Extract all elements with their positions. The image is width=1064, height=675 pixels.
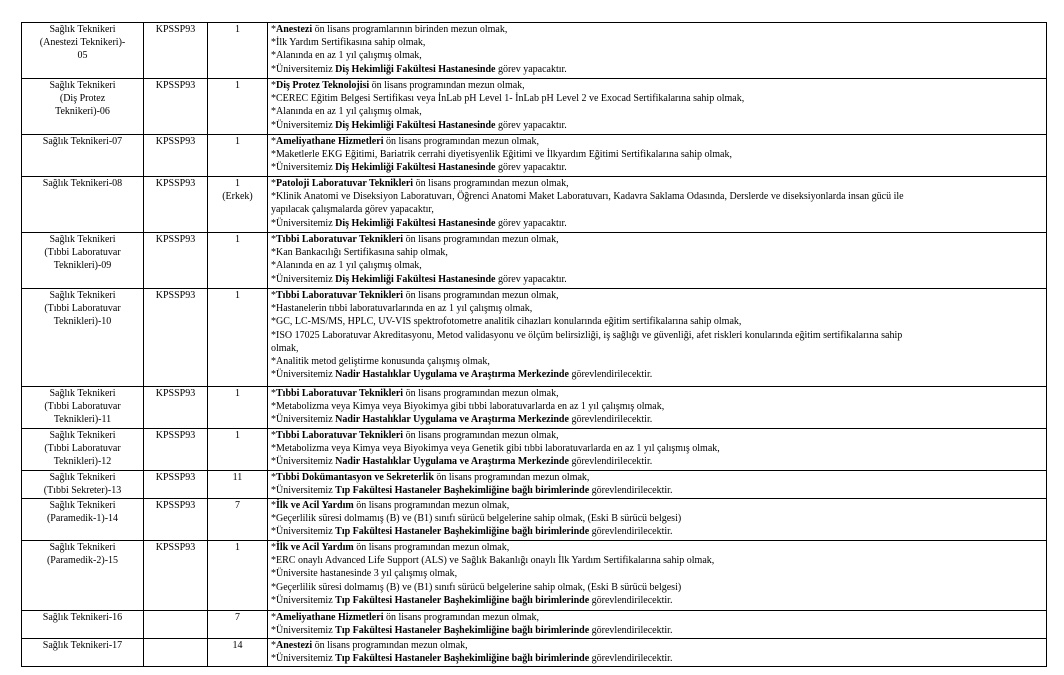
kpss-code-cell: KPSSP93 xyxy=(144,177,208,233)
quota-value: 1 xyxy=(235,290,240,301)
requirement-text: *CEREC Eğitim Belgesi Sertifikası veya İnLab pH Level 1- İnLab pH Level 2 ve Exocad Sertifikalarına sahip olmak, xyxy=(271,93,745,105)
requirement-text: ön lisans programından mezun olmak, xyxy=(403,430,559,441)
requirement-emphasis: Tıbbi Laboratuvar Teknikleri xyxy=(276,234,404,245)
requirement-text: *Üniversitemiz xyxy=(271,594,336,606)
requirement-line xyxy=(271,148,1043,161)
requirement-emphasis: Nadir Hastalıklar Uygulama ve Araştırma Merkezinde xyxy=(335,456,569,468)
requirement-line xyxy=(271,387,1043,400)
requirement-line xyxy=(271,233,1043,246)
quota-cell xyxy=(208,541,268,611)
quota-value: 1 xyxy=(235,388,240,399)
requirement-line xyxy=(271,79,1043,92)
position-title-cell xyxy=(22,177,144,233)
requirement-emphasis: Nadir Hastalıklar Uygulama ve Araştırma Merkezinde xyxy=(335,414,569,426)
requirement-text: * xyxy=(271,290,276,301)
position-title-cell xyxy=(22,429,144,471)
position-title-cell xyxy=(22,79,144,135)
quota-cell xyxy=(208,23,268,79)
position-title-line: Sağlık Teknikeri xyxy=(49,388,116,399)
requirement-line xyxy=(271,413,1043,426)
requirement-text: *Üniversitemiz xyxy=(271,369,336,381)
quota-cell xyxy=(208,499,268,541)
position-title-cell xyxy=(22,135,144,177)
quota-value: 1 xyxy=(235,80,240,91)
requirement-text: ön lisans programından mezun olmak, xyxy=(383,612,539,623)
requirement-emphasis: Anestezi xyxy=(276,24,313,35)
requirement-line xyxy=(271,329,1043,342)
quota-cell xyxy=(208,289,268,387)
requirement-text: * xyxy=(271,178,276,189)
requirement-text: görev yapacaktır. xyxy=(495,162,567,174)
requirement-text: *Kan Bankacılığı Sertifikasına sahip olmak, xyxy=(271,247,448,259)
position-title-line: Teknikleri)-11 xyxy=(53,414,112,426)
quota-cell xyxy=(208,639,268,667)
kpss-code-cell: KPSSP93 xyxy=(144,233,208,289)
requirement-text: *Geçerlilik süresi dolmamış (B) ve (B1) sınıfı sürücü belgelerine sahip olmak, (Eski B sürücü belgesi) xyxy=(271,581,682,593)
position-title-line: Sağlık Teknikeri-08 xyxy=(42,178,123,189)
requirement-line xyxy=(271,581,1043,594)
requirement-emphasis: Tıp Fakültesi Hastaneler Başhekimliğine bağlı birimlerinde xyxy=(335,485,590,497)
table-row xyxy=(22,135,1047,177)
position-title-line: Teknikleri)-09 xyxy=(53,260,112,272)
requirement-emphasis: Diş Protez Teknolojisi xyxy=(276,80,370,91)
position-title-cell xyxy=(22,499,144,541)
table-row xyxy=(22,79,1047,135)
position-title-line: Sağlık Teknikeri xyxy=(49,80,116,91)
requirement-line xyxy=(271,368,1043,381)
requirement-line xyxy=(271,652,1043,665)
requirements-cell xyxy=(268,289,1047,387)
kpss-code-cell: KPSSP93 xyxy=(144,471,208,499)
quota-value: 14 xyxy=(232,640,243,651)
requirement-line xyxy=(271,471,1043,484)
quota-value: 1 xyxy=(235,136,240,147)
quota-value: 1 xyxy=(235,542,240,553)
requirement-text: * xyxy=(271,80,276,91)
requirement-line xyxy=(271,217,1043,230)
position-title-line: Sağlık Teknikeri xyxy=(49,234,116,245)
quota-value: 1 xyxy=(235,430,240,441)
position-title-cell xyxy=(22,611,144,639)
requirement-text: ön lisans programından mezun olmak, xyxy=(413,178,569,189)
requirement-text: *Üniversitemiz xyxy=(271,414,336,426)
requirement-text: *Metabolizma veya Kimya veya Biyokimya gibi tıbbi laboratuvarlarda en az 1 yıl çalışmış olmak, xyxy=(271,401,665,413)
position-title-cell xyxy=(22,23,144,79)
position-title-line: Teknikleri)-12 xyxy=(53,456,112,468)
requirement-text: *ISO 17025 Laboratuvar Akreditasyonu, Metod validasyonu ve ölçüm belirsizliği, iş sağlığı ve güvenliği, afet riskleri konularında eğitim sertifikalarına sahip xyxy=(271,329,903,341)
position-title-cell xyxy=(22,387,144,429)
requirement-text: *Üniversitemiz xyxy=(271,273,336,285)
requirement-text: * xyxy=(271,542,276,553)
requirement-text: ön lisans programından mezun olmak, xyxy=(433,472,590,483)
quota-value: 1 xyxy=(235,178,240,189)
requirements-cell xyxy=(268,611,1047,639)
requirement-text: yapılacak çalışmalarda görev yapacaktır, xyxy=(271,204,434,216)
requirement-line xyxy=(271,135,1043,148)
requirement-emphasis: Tıp Fakültesi Hastaneler Başhekimliğine bağlı birimlerinde xyxy=(335,594,590,606)
position-title-line: Sağlık Teknikeri xyxy=(49,542,116,553)
requirement-line xyxy=(271,455,1043,468)
requirements-cell xyxy=(268,471,1047,499)
quota-cell xyxy=(208,79,268,135)
requirements-cell xyxy=(268,79,1047,135)
requirement-text: *Üniversitemiz xyxy=(271,625,336,637)
requirement-emphasis: Tıbbi Laboratuvar Teknikleri xyxy=(276,290,404,301)
kpss-code-cell: KPSSP93 xyxy=(144,387,208,429)
position-title-cell xyxy=(22,471,144,499)
requirement-line xyxy=(271,594,1043,607)
requirement-text: görev yapacaktır. xyxy=(495,63,567,75)
position-title-line: (Tıbbi Laboratuvar xyxy=(44,401,121,413)
requirement-line xyxy=(271,429,1043,442)
position-title-line: Sağlık Teknikeri xyxy=(49,290,116,301)
requirement-emphasis: Tıbbi Laboratuvar Teknikleri xyxy=(276,388,404,399)
position-title-line: Sağlık Teknikeri-17 xyxy=(42,640,123,651)
table-row xyxy=(22,471,1047,499)
quota-cell xyxy=(208,177,268,233)
requirement-emphasis: Diş Hekimliği Fakültesi Hastanesinde xyxy=(335,217,496,229)
requirements-cell xyxy=(268,387,1047,429)
position-title-cell xyxy=(22,639,144,667)
quota-value: (Erkek) xyxy=(222,191,253,203)
kpss-code-cell: KPSSP93 xyxy=(144,135,208,177)
requirement-text: *Üniversite hastanesinde 3 yıl çalışmış olmak, xyxy=(271,568,458,580)
requirement-line xyxy=(271,63,1043,76)
requirement-line xyxy=(271,177,1043,190)
position-title-line: (Tıbbi Laboratuvar xyxy=(44,303,121,315)
requirement-text: * xyxy=(271,388,276,399)
quota-value: 1 xyxy=(235,234,240,245)
requirement-line xyxy=(271,119,1043,132)
requirement-text: ön lisans programlarının birinden mezun olmak, xyxy=(312,24,508,35)
requirement-text: ön lisans programından mezun olmak, xyxy=(369,80,525,91)
quota-cell xyxy=(208,429,268,471)
requirement-text: * xyxy=(271,24,276,35)
requirement-text: *Maketlerle EKG Eğitimi, Bariatrik cerrahi diyetisyenlik Eğitimi ve İlkyardım Eğitimi Sertifikalarına sahip olmak, xyxy=(271,149,732,161)
quota-value: 7 xyxy=(235,500,240,511)
position-title-line: (Tıbbi Laboratuvar xyxy=(44,247,121,259)
requirement-text: görevlendirilecektir. xyxy=(589,594,673,606)
requirement-line xyxy=(271,611,1043,624)
position-title-line: (Tıbbi Sekreter)-13 xyxy=(43,485,122,497)
quota-cell xyxy=(208,233,268,289)
requirements-cell xyxy=(268,23,1047,79)
position-title-line: Teknikeri)-06 xyxy=(55,106,110,118)
requirement-emphasis: Ameliyathane Hizmetleri xyxy=(276,612,384,623)
requirement-text: *Alanında en az 1 yıl çalışmış olmak, xyxy=(271,106,422,118)
kpss-code-cell xyxy=(144,611,208,639)
requirement-emphasis: Tıbbi Dokümantasyon ve Sekreterlik xyxy=(276,472,434,483)
position-title-line: Sağlık Teknikeri-16 xyxy=(42,612,123,623)
requirement-text: * xyxy=(271,430,276,441)
requirement-line xyxy=(271,355,1043,368)
requirement-text: olmak, xyxy=(271,342,299,354)
kpss-code-cell: KPSSP93 xyxy=(144,23,208,79)
requirement-emphasis: Ameliyathane Hizmetleri xyxy=(276,136,384,147)
requirement-line xyxy=(271,512,1043,525)
requirement-emphasis: İlk ve Acil Yardım xyxy=(276,500,354,511)
quota-cell xyxy=(208,387,268,429)
requirement-text: * xyxy=(271,136,276,147)
requirement-text: ön lisans programından mezun olmak, xyxy=(312,640,468,651)
quota-value: 7 xyxy=(235,612,240,623)
requirement-line xyxy=(271,92,1043,105)
requirement-text: *ERC onaylı Advanced Life Support (ALS) ve Sağlık Bakanlığı onaylı İlk Yardım Sertifikalarına sahip olmak, xyxy=(271,555,715,567)
position-title-line: Sağlık Teknikeri xyxy=(49,500,116,511)
requirement-text: görevlendirilecektir. xyxy=(568,456,653,468)
position-title-line: (Paramedik-2)-15 xyxy=(46,555,119,567)
requirement-line xyxy=(271,639,1043,652)
requirement-text: * xyxy=(271,472,276,483)
kpss-code-cell: KPSSP93 xyxy=(144,499,208,541)
requirements-cell xyxy=(268,177,1047,233)
requirement-text: *Üniversitemiz xyxy=(271,456,336,468)
requirement-text: *Klinik Anatomi ve Diseksiyon Laboratuvarı, Öğrenci Anatomi Maket Laboratuvarı, Kadavra Saklama Odasında, Derslerde ve diseksiyonlarda insan gücü ile xyxy=(271,191,904,203)
requirement-emphasis: Anestezi xyxy=(276,640,313,651)
position-title-line: Teknikleri)-10 xyxy=(53,316,112,328)
requirement-text: ön lisans programından mezun olmak, xyxy=(383,136,539,147)
requirement-text: ön lisans programından mezun olmak, xyxy=(403,290,559,301)
requirements-cell xyxy=(268,639,1047,667)
requirement-text: görevlendirilecektir. xyxy=(589,653,673,665)
requirement-text: *İlk Yardım Sertifikasına sahip olmak, xyxy=(271,37,426,49)
requirement-text: görevlendirilecektir. xyxy=(589,625,673,637)
requirement-text: görev yapacaktır. xyxy=(495,217,567,229)
requirement-text: *Üniversitemiz xyxy=(271,217,336,229)
table-row xyxy=(22,499,1047,541)
requirement-line xyxy=(271,23,1043,36)
position-title-cell xyxy=(22,541,144,611)
requirement-text: *Üniversitemiz xyxy=(271,162,336,174)
requirement-line xyxy=(271,525,1043,538)
requirement-line xyxy=(271,49,1043,62)
requirement-text: *Metabolizma veya Kimya veya Biyokimya veya Genetik gibi tıbbi laboratuvarlarda en az 1 yıl çalışmış olmak, xyxy=(271,443,720,455)
requirement-emphasis: Tıp Fakültesi Hastaneler Başhekimliğine bağlı birimlerinde xyxy=(335,625,590,637)
requirement-line xyxy=(271,499,1043,512)
requirement-text: görevlendirilecektir. xyxy=(568,369,653,381)
requirement-text: *Geçerlilik süresi dolmamış (B) ve (B1) sınıfı sürücü belgelerine sahip olmak, (Eski B sürücü belgesi) xyxy=(271,513,682,525)
table-row xyxy=(22,639,1047,667)
position-title-line: (Paramedik-1)-14 xyxy=(46,513,119,525)
requirement-text: *Üniversitemiz xyxy=(271,653,336,665)
quota-value: 1 xyxy=(235,24,240,35)
kpss-code-cell xyxy=(144,639,208,667)
requirement-text: *Alanında en az 1 yıl çalışmış olmak, xyxy=(271,50,422,62)
requirements-cell xyxy=(268,499,1047,541)
requirement-emphasis: Tıp Fakültesi Hastaneler Başhekimliğine bağlı birimlerinde xyxy=(335,526,590,538)
requirement-text: *GC, LC-MS/MS, HPLC, UV-VIS spektrofotometre analitik cihazları konularında eğitim sertifikalarına sahip olmak, xyxy=(271,316,742,328)
quota-value: 11 xyxy=(232,472,243,483)
kpss-code-cell: KPSSP93 xyxy=(144,429,208,471)
requirement-line xyxy=(271,342,1043,355)
requirement-text: görevlendirilecektir. xyxy=(589,526,673,538)
table-body xyxy=(22,23,1047,667)
requirement-text: *Üniversitemiz xyxy=(271,119,336,131)
requirement-text: *Analitik metod geliştirme konusunda çalışmış olmak, xyxy=(271,356,490,368)
requirement-line xyxy=(271,567,1043,580)
requirement-line xyxy=(271,190,1043,203)
requirement-text: görevlendirilecektir. xyxy=(589,485,673,497)
position-title-line: Sağlık Teknikeri xyxy=(49,472,116,483)
position-title-cell xyxy=(22,233,144,289)
table-row xyxy=(22,541,1047,611)
requirement-text: görev yapacaktır. xyxy=(495,273,567,285)
staff-requirements-table xyxy=(21,22,1047,667)
requirement-text: *Üniversitemiz xyxy=(271,63,336,75)
requirement-text: ön lisans programından mezun olmak, xyxy=(353,542,510,553)
requirement-emphasis: Tıbbi Laboratuvar Teknikleri xyxy=(276,430,404,441)
requirements-cell xyxy=(268,429,1047,471)
requirement-text: ön lisans programından mezun olmak, xyxy=(403,388,559,399)
table-row xyxy=(22,611,1047,639)
requirement-emphasis: Diş Hekimliği Fakültesi Hastanesinde xyxy=(335,273,496,285)
requirement-line xyxy=(271,246,1043,259)
requirement-line xyxy=(271,315,1043,328)
requirement-line xyxy=(271,484,1043,497)
kpss-code-cell: KPSSP93 xyxy=(144,289,208,387)
requirement-line xyxy=(271,203,1043,216)
position-title-line: Sağlık Teknikeri-07 xyxy=(42,136,123,147)
position-title-cell xyxy=(22,289,144,387)
requirement-line xyxy=(271,442,1043,455)
requirement-line xyxy=(271,161,1043,174)
quota-cell xyxy=(208,611,268,639)
table-row xyxy=(22,23,1047,79)
requirement-text: görevlendirilecektir. xyxy=(568,414,653,426)
requirement-line xyxy=(271,289,1043,302)
table-row xyxy=(22,289,1047,387)
requirement-line xyxy=(271,302,1043,315)
requirements-cell xyxy=(268,135,1047,177)
requirement-text: * xyxy=(271,640,276,651)
requirements-cell xyxy=(268,233,1047,289)
table-row xyxy=(22,177,1047,233)
requirement-text: ön lisans programından mezun olmak, xyxy=(353,500,510,511)
requirement-text: görev yapacaktır. xyxy=(495,119,567,131)
requirement-line xyxy=(271,554,1043,567)
quota-cell xyxy=(208,135,268,177)
requirement-emphasis: Tıp Fakültesi Hastaneler Başhekimliğine bağlı birimlerinde xyxy=(335,653,590,665)
requirement-text: *Üniversitemiz xyxy=(271,485,336,497)
requirement-line xyxy=(271,624,1043,637)
requirement-text: * xyxy=(271,500,276,511)
requirements-cell xyxy=(268,541,1047,611)
requirement-emphasis: Diş Hekimliği Fakültesi Hastanesinde xyxy=(335,63,496,75)
requirement-text: ön lisans programından mezun olmak, xyxy=(403,234,559,245)
table-row xyxy=(22,429,1047,471)
requirement-text: *Üniversitemiz xyxy=(271,526,336,538)
requirement-text: * xyxy=(271,234,276,245)
position-title-line: (Diş Protez xyxy=(59,93,106,105)
position-title-line: (Tıbbi Laboratuvar xyxy=(44,443,121,455)
requirement-line xyxy=(271,400,1043,413)
requirement-line xyxy=(271,273,1043,286)
table-row xyxy=(22,233,1047,289)
position-title-line: (Anestezi Teknikeri)- xyxy=(39,37,126,49)
position-title-line: 05 xyxy=(77,50,88,62)
position-title-line: Sağlık Teknikeri xyxy=(49,24,116,35)
quota-cell xyxy=(208,471,268,499)
requirement-emphasis: Nadir Hastalıklar Uygulama ve Araştırma Merkezinde xyxy=(335,369,569,381)
requirement-line xyxy=(271,259,1043,272)
requirement-line xyxy=(271,541,1043,554)
kpss-code-cell: KPSSP93 xyxy=(144,541,208,611)
requirement-emphasis: Diş Hekimliği Fakültesi Hastanesinde xyxy=(335,119,496,131)
requirement-line xyxy=(271,36,1043,49)
requirement-line xyxy=(271,105,1043,118)
kpss-code-cell: KPSSP93 xyxy=(144,79,208,135)
requirement-emphasis: İlk ve Acil Yardım xyxy=(276,542,354,553)
requirement-text: *Alanında en az 1 yıl çalışmış olmak, xyxy=(271,260,422,272)
requirement-text: * xyxy=(271,612,276,623)
position-title-line: Sağlık Teknikeri xyxy=(49,430,116,441)
requirement-emphasis: Patoloji Laboratuvar Teknikleri xyxy=(276,178,414,189)
requirement-emphasis: Diş Hekimliği Fakültesi Hastanesinde xyxy=(335,162,496,174)
table-row xyxy=(22,387,1047,429)
requirement-text: *Hastanelerin tıbbi laboratuvarlarında en az 1 yıl çalışmış olmak, xyxy=(271,303,533,315)
